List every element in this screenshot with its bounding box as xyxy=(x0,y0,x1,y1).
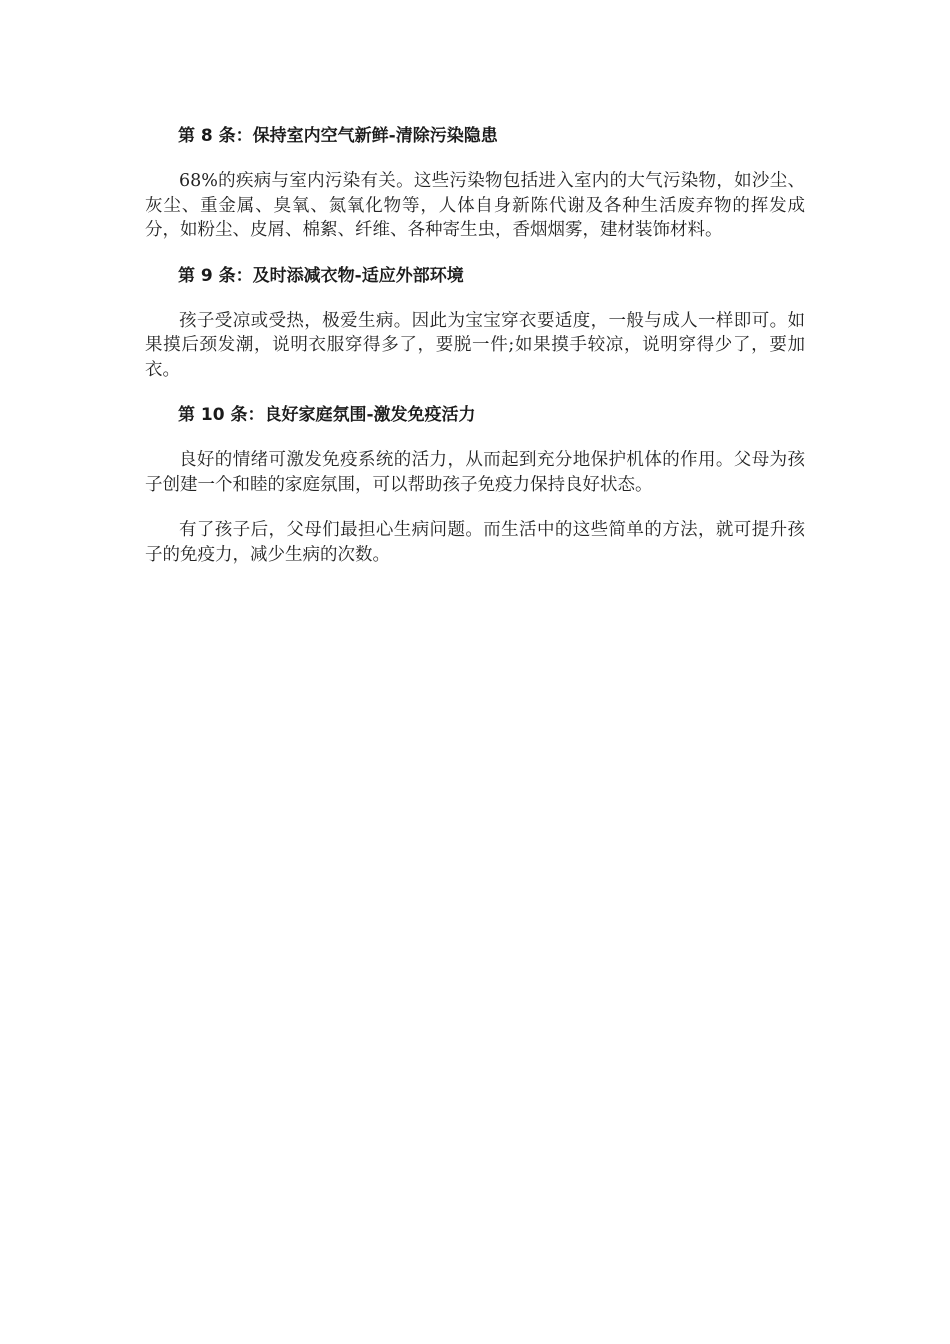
conclusion-paragraph: 有了孩子后，父母们最担心生病问题。而生活中的这些简单的方法，就可提升孩子的免疫力，减少生病的次数。 xyxy=(145,520,805,565)
section-9-heading: 第 9 条：及时添减衣物-适应外部环境 xyxy=(178,265,464,286)
section-9-body: 孩子受凉或受热，极爱生病。因此为宝宝穿衣要适度，一般与成人一样即可。如果摸后颈发潮，说明衣服穿得多了，要脱一件;如果摸手较凉，说明穿得少了，要加衣。 xyxy=(145,310,805,380)
section-10-heading: 第 10 条：良好家庭氛围-激发免疫活力 xyxy=(178,405,476,425)
section-8-body: 68%的疾病与室内污染有关。这些污染物包括进入室内的大气污染物，如沙尘、灰尘、重金属、臭氧、氮氧化物等，人体自身新陈代谢及各种生活废弃物的挥发成分，如粉尘、皮屑、棉絮、纤维、各种寄生虫，香烟烟雾，建材装饰材料。 xyxy=(145,171,805,240)
section-10-body: 良好的情绪可激发免疫系统的活力，从而起到充分地保护机体的作用。父母为孩子创建一个和睦的家庭氛围，可以帮助孩子免疫力保持良好状态。 xyxy=(145,450,805,495)
document-page xyxy=(145,124,805,588)
section-8-heading: 第 8 条：保持室内空气新鲜-清除污染隐患 xyxy=(178,126,498,146)
